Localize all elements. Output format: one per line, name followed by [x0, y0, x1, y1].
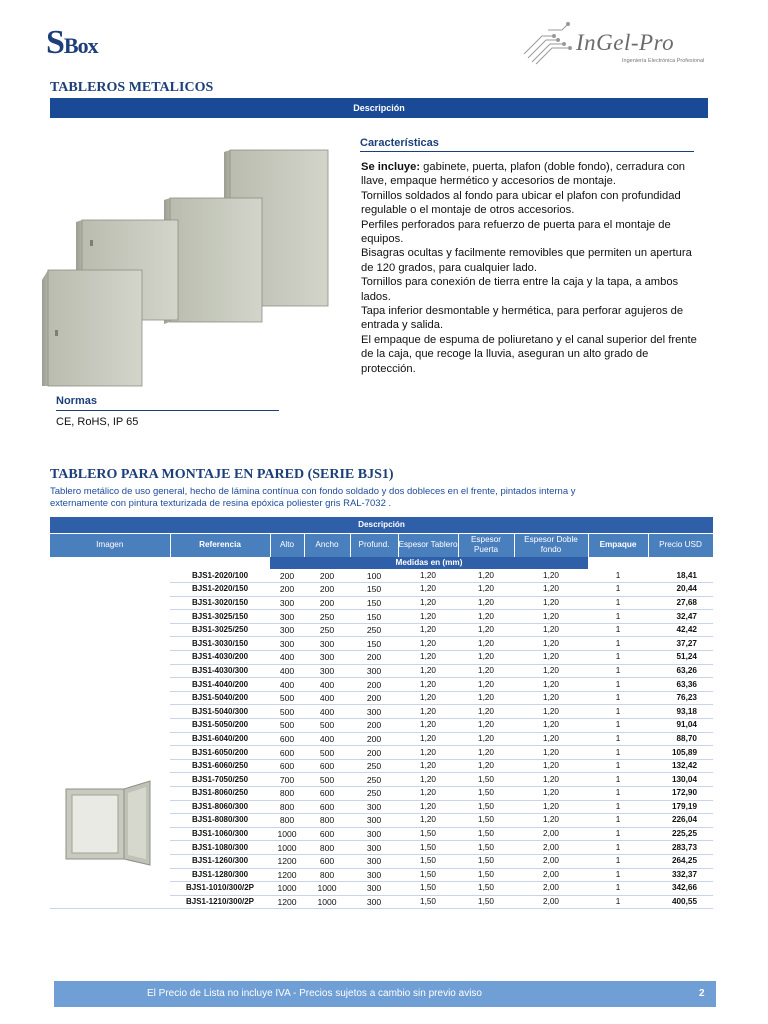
table-cell: 1,20	[398, 773, 458, 787]
table-row	[50, 569, 713, 583]
cell-precio: 332,37	[648, 868, 713, 882]
table-cell: 400	[304, 678, 350, 692]
table-cell: 2,00	[514, 854, 588, 868]
table-cell: 800	[304, 841, 350, 855]
table-cell: 1,50	[398, 827, 458, 841]
table-cell: 1,20	[514, 800, 588, 814]
cell-precio: 18,41	[648, 569, 713, 583]
cell-referencia: BJS1-8080/300	[170, 814, 270, 828]
footer-bar	[54, 981, 716, 1007]
cell-precio: 132,42	[648, 759, 713, 773]
table-cell: 1	[588, 882, 648, 896]
table-cell: 1,20	[398, 610, 458, 624]
table-cell: 800	[270, 814, 304, 828]
caracteristicas-underline	[360, 151, 694, 152]
table-cell: 1,20	[398, 651, 458, 665]
table-cell: 1	[588, 759, 648, 773]
table-cell: 1,20	[398, 800, 458, 814]
table-cell: 200	[270, 569, 304, 583]
table-cell: 1,20	[514, 719, 588, 733]
table-cell: 1,20	[398, 664, 458, 678]
table-cell: 1,20	[514, 569, 588, 583]
cell-referencia: BJS1-1280/300	[170, 868, 270, 882]
table-cell: 2,00	[514, 841, 588, 855]
product-image-cell	[50, 569, 170, 909]
table-cell: 300	[350, 895, 398, 909]
cell-referencia: BJS1-5050/200	[170, 719, 270, 733]
table-cell: 1	[588, 569, 648, 583]
table-cell: 200	[270, 583, 304, 597]
table-cell: 1,20	[514, 705, 588, 719]
table-cell: 150	[350, 637, 398, 651]
cell-precio: 20,44	[648, 583, 713, 597]
table-cell: 1,50	[458, 773, 514, 787]
table-cell: 1000	[304, 882, 350, 896]
table-cell: 1,20	[398, 814, 458, 828]
table-cell: 800	[304, 814, 350, 828]
table-cell: 1,20	[514, 637, 588, 651]
table-cell: 1	[588, 746, 648, 760]
table-cell: 1,50	[458, 895, 514, 909]
table-cell: 1000	[270, 827, 304, 841]
description-bar: Descripción	[50, 98, 708, 118]
table-cell: 300	[350, 841, 398, 855]
table-cell: 1,50	[398, 868, 458, 882]
cabinet-small	[42, 270, 142, 386]
cell-precio: 225,25	[648, 827, 713, 841]
page-number: 2	[699, 988, 705, 999]
table-cell: 2,00	[514, 827, 588, 841]
table-group-header: Descripción	[50, 517, 713, 533]
col-empaque: Empaque	[588, 533, 648, 557]
table-cell: 1000	[270, 841, 304, 855]
table-cell: 200	[350, 651, 398, 665]
cell-referencia: BJS1-2020/150	[170, 583, 270, 597]
cell-referencia: BJS1-1010/300/2P	[170, 882, 270, 896]
cell-referencia: BJS1-6060/250	[170, 759, 270, 773]
cell-referencia: BJS1-6050/200	[170, 746, 270, 760]
table-cell: 300	[270, 623, 304, 637]
col-profund: Profund.	[350, 533, 398, 557]
caracteristicas-line: Se incluye: gabinete, puerta, plafon (doble fondo), cerradura con llave, empaque hermético y accesorios de montaje.	[361, 161, 686, 188]
table-cell: 400	[304, 732, 350, 746]
table-cell: 1	[588, 814, 648, 828]
table-cell: 1	[588, 787, 648, 801]
sbox-logo: SBox	[46, 24, 98, 61]
cell-precio: 51,24	[648, 651, 713, 665]
cabinets-photo	[40, 148, 340, 388]
section1-title: TABLEROS METALICOS	[50, 80, 214, 95]
table-cell: 1,20	[458, 705, 514, 719]
section2-title: TABLERO PARA MONTAJE EN PARED (SERIE BJS1)	[50, 467, 394, 482]
table-cell: 1200	[270, 854, 304, 868]
table-cell: 1,20	[458, 610, 514, 624]
table-cell: 1,20	[514, 583, 588, 597]
table-cell: 1,20	[514, 732, 588, 746]
col-imagen: Imagen	[50, 533, 170, 557]
table-cell: 1000	[304, 895, 350, 909]
table-cell: 200	[350, 691, 398, 705]
cell-precio: 172,90	[648, 787, 713, 801]
table-cell: 1,50	[398, 841, 458, 855]
table-cell: 200	[304, 569, 350, 583]
table-cell: 1,50	[458, 854, 514, 868]
table-cell: 400	[270, 664, 304, 678]
caracteristicas-line: Tornillos para conexión de tierra entre la caja y la tapa, a ambos lados.	[361, 276, 679, 303]
table-cell: 300	[350, 854, 398, 868]
cell-referencia: BJS1-6040/200	[170, 732, 270, 746]
table-cell: 1,20	[514, 678, 588, 692]
table-cell: 1,50	[458, 882, 514, 896]
table-cell: 250	[304, 610, 350, 624]
table-cell: 200	[350, 746, 398, 760]
table-cell: 1	[588, 705, 648, 719]
table-cell: 1,20	[514, 759, 588, 773]
table-cell: 1,20	[398, 623, 458, 637]
cell-precio: 91,04	[648, 719, 713, 733]
table-cell: 1,20	[458, 583, 514, 597]
table-cell: 1,20	[398, 569, 458, 583]
circuit-icon	[518, 18, 578, 68]
section2-intro: Tablero metálico de uso general, hecho de lámina contínua con fondo soldado y dos dobleces en el frente, pintados interna y externamente con pintura texturizada de resina epóxica poliester gris RAL-7032 .	[50, 486, 576, 509]
table-cell: 600	[304, 800, 350, 814]
table-cell: 1,20	[458, 759, 514, 773]
table-cell: 1,20	[514, 596, 588, 610]
table-cell: 500	[304, 746, 350, 760]
table-cell: 250	[304, 623, 350, 637]
table-cell: 1000	[270, 882, 304, 896]
cell-precio: 264,25	[648, 854, 713, 868]
table-cell: 1	[588, 732, 648, 746]
table-cell: 800	[304, 868, 350, 882]
table-cell: 600	[270, 746, 304, 760]
cell-referencia: BJS1-3025/150	[170, 610, 270, 624]
cell-referencia: BJS1-4040/200	[170, 678, 270, 692]
table-cell: 1,20	[458, 623, 514, 637]
cell-referencia: BJS1-3030/150	[170, 637, 270, 651]
ingel-pro-logo	[518, 18, 708, 70]
table-cell: 600	[304, 787, 350, 801]
table-cell: 500	[304, 719, 350, 733]
table-cell: 300	[270, 596, 304, 610]
cell-referencia: BJS1-4030/200	[170, 651, 270, 665]
table-cell: 1,20	[398, 691, 458, 705]
price-table	[50, 517, 714, 909]
table-cell: 600	[270, 759, 304, 773]
table-cell: 1,20	[398, 759, 458, 773]
table-cell: 1,50	[458, 800, 514, 814]
cell-referencia: BJS1-7050/250	[170, 773, 270, 787]
table-cell: 400	[270, 651, 304, 665]
table-cell: 1	[588, 773, 648, 787]
table-cell: 300	[350, 882, 398, 896]
cell-referencia: BJS1-1260/300	[170, 854, 270, 868]
table-cell: 1,20	[458, 678, 514, 692]
col-espesor-puerta: Espesor Puerta	[458, 533, 514, 557]
col-espesor-doble-fondo: Espesor Doble fondo	[514, 533, 588, 557]
table-cell: 2,00	[514, 882, 588, 896]
table-cell: 1	[588, 596, 648, 610]
table-cell: 300	[350, 800, 398, 814]
table-cell: 1,20	[514, 787, 588, 801]
table-cell: 150	[350, 610, 398, 624]
cell-referencia: BJS1-2020/100	[170, 569, 270, 583]
table-cell: 1,20	[398, 732, 458, 746]
table-cell: 1,20	[458, 569, 514, 583]
table-cell: 1	[588, 800, 648, 814]
table-cell: 1,50	[458, 814, 514, 828]
cabinet-medium-tall	[164, 198, 262, 324]
cell-referencia: BJS1-1210/300/2P	[170, 895, 270, 909]
caracteristicas-title: Características	[360, 137, 439, 149]
table-cell: 1,20	[514, 746, 588, 760]
table-cell: 300	[304, 664, 350, 678]
table-cell: 1	[588, 623, 648, 637]
table-cell: 1	[588, 854, 648, 868]
table-cell: 600	[304, 759, 350, 773]
table-cell: 1,20	[458, 732, 514, 746]
table-cell: 300	[350, 705, 398, 719]
table-cell: 1,50	[458, 868, 514, 882]
table-cell: 250	[350, 623, 398, 637]
table-cell: 1,20	[398, 596, 458, 610]
table-cell: 500	[270, 705, 304, 719]
cell-precio: 88,70	[648, 732, 713, 746]
table-cell: 1200	[270, 895, 304, 909]
cell-precio: 37,27	[648, 637, 713, 651]
table-cell: 200	[304, 583, 350, 597]
table-cell: 250	[350, 759, 398, 773]
cell-precio: 76,23	[648, 691, 713, 705]
cell-precio: 179,19	[648, 800, 713, 814]
table-cell: 1	[588, 827, 648, 841]
table-cell: 800	[270, 800, 304, 814]
table-cell: 2,00	[514, 895, 588, 909]
table-cell: 150	[350, 583, 398, 597]
table-cell: 300	[350, 814, 398, 828]
cell-referencia: BJS1-8060/250	[170, 787, 270, 801]
ingel-pro-tagline: Ingeniería Electrónica Profesional	[622, 58, 705, 64]
cell-precio: 93,18	[648, 705, 713, 719]
table-cell: 1	[588, 895, 648, 909]
cell-precio: 130,04	[648, 773, 713, 787]
cell-precio: 42,42	[648, 623, 713, 637]
table-cell: 400	[304, 705, 350, 719]
table-cell: 1	[588, 664, 648, 678]
table-cell: 1,20	[458, 719, 514, 733]
table-cell: 1,20	[458, 651, 514, 665]
table-cell: 1	[588, 678, 648, 692]
table-cell: 100	[350, 569, 398, 583]
table-cell: 1,20	[514, 664, 588, 678]
cell-precio: 32,47	[648, 610, 713, 624]
cell-precio: 63,36	[648, 678, 713, 692]
cell-referencia: BJS1-5040/200	[170, 691, 270, 705]
cell-precio: 400,55	[648, 895, 713, 909]
table-cell: 2,00	[514, 868, 588, 882]
table-cell: 1	[588, 637, 648, 651]
table-cell: 300	[270, 637, 304, 651]
col-alto: Alto	[270, 533, 304, 557]
caracteristicas-line: Tapa inferior desmontable y hermética, para perforar agujeros de entrada y salida.	[361, 305, 684, 332]
cell-precio: 342,66	[648, 882, 713, 896]
table-cell: 1,20	[398, 705, 458, 719]
table-cell: 250	[350, 787, 398, 801]
table-cell: 1,20	[514, 773, 588, 787]
table-cell: 500	[270, 719, 304, 733]
table-cell: 200	[350, 678, 398, 692]
table-cell: 1,20	[458, 691, 514, 705]
open-cabinet-photo	[60, 777, 160, 867]
cell-precio: 27,68	[648, 596, 713, 610]
table-cell: 600	[270, 732, 304, 746]
table-cell: 1,20	[458, 596, 514, 610]
table-cell: 1,20	[398, 637, 458, 651]
table-cell: 150	[350, 596, 398, 610]
table-cell: 1,20	[458, 664, 514, 678]
caracteristicas-text	[361, 160, 706, 376]
table-cell: 1	[588, 719, 648, 733]
table-cell: 300	[350, 868, 398, 882]
table-cell: 300	[350, 664, 398, 678]
cell-precio: 283,73	[648, 841, 713, 855]
table-cell: 1,20	[514, 814, 588, 828]
table-cell: 300	[350, 827, 398, 841]
table-cell: 1,20	[458, 746, 514, 760]
table-cell: 600	[304, 827, 350, 841]
table-cell: 1,50	[458, 827, 514, 841]
table-cell: 1	[588, 868, 648, 882]
caracteristicas-line: Perfiles perforados para refuerzo de puerta para el montaje de equipos.	[361, 218, 671, 246]
table-cell: 300	[304, 651, 350, 665]
table-cell: 300	[304, 637, 350, 651]
cell-precio: 63,26	[648, 664, 713, 678]
table-cell: 400	[304, 691, 350, 705]
cell-referencia: BJS1-3020/150	[170, 596, 270, 610]
table-cell: 500	[304, 773, 350, 787]
table-cell: 250	[350, 773, 398, 787]
table-cell: 200	[304, 596, 350, 610]
caracteristicas-line: Bisagras ocultas y facilmente removibles que permiten un apertura de 120 grados, para cualquier lado.	[361, 247, 692, 274]
table-cell: 1,50	[458, 787, 514, 801]
table-cell: 1	[588, 651, 648, 665]
table-cell: 1	[588, 841, 648, 855]
table-cell: 200	[350, 719, 398, 733]
normas-title: Normas	[56, 395, 97, 407]
cell-referencia: BJS1-1060/300	[170, 827, 270, 841]
table-cell: 700	[270, 773, 304, 787]
table-cell: 1,20	[514, 691, 588, 705]
caracteristicas-line: El empaque de espuma de poliuretano y el canal superior del frente de la caja, que recoge la lluvia, aseguran un alto grado de protección.	[361, 333, 697, 375]
table-cell: 1,20	[398, 787, 458, 801]
ingel-pro-name: InGel-Pro	[576, 30, 675, 55]
table-cell: 1	[588, 691, 648, 705]
table-cell: 1,20	[398, 746, 458, 760]
table-cell: 1,20	[398, 678, 458, 692]
cell-precio: 105,89	[648, 746, 713, 760]
table-cell: 200	[350, 732, 398, 746]
col-precio: Precio USD	[648, 533, 713, 557]
cell-precio: 226,04	[648, 814, 713, 828]
caracteristicas-line: Tornillos soldados al fondo para ubicar el plafon con profundidad regulable o el montaje de otros accesorios.	[361, 189, 681, 217]
cell-referencia: BJS1-5040/300	[170, 705, 270, 719]
table-cell: 1200	[270, 868, 304, 882]
col-espesor-tablero: Espesor Tablero	[398, 533, 458, 557]
table-cell: 600	[304, 854, 350, 868]
normas-text: CE, RoHS, IP 65	[56, 416, 139, 428]
col-ancho: Ancho	[304, 533, 350, 557]
table-cell: 400	[270, 678, 304, 692]
table-cell: 800	[270, 787, 304, 801]
table-cell: 1,50	[458, 841, 514, 855]
table-cell: 1	[588, 610, 648, 624]
table-cell: 1,50	[398, 854, 458, 868]
table-cell: 1,20	[398, 719, 458, 733]
table-subheader: Medidas en (mm)	[270, 557, 588, 569]
cell-referencia: BJS1-1080/300	[170, 841, 270, 855]
cell-referencia: BJS1-4030/300	[170, 664, 270, 678]
normas-underline	[56, 410, 279, 411]
col-referencia: Referencia	[170, 533, 270, 557]
cell-referencia: BJS1-3025/250	[170, 623, 270, 637]
table-cell: 1,20	[458, 637, 514, 651]
cell-referencia: BJS1-8060/300	[170, 800, 270, 814]
table-cell: 1,50	[398, 895, 458, 909]
footer-text: El Precio de Lista no incluye IVA - Precios sujetos a cambio sin previo aviso	[147, 988, 482, 999]
table-cell: 1,50	[398, 882, 458, 896]
table-cell: 500	[270, 691, 304, 705]
table-cell: 1,20	[398, 583, 458, 597]
table-cell: 300	[270, 610, 304, 624]
table-cell: 1,20	[514, 623, 588, 637]
table-cell: 1,20	[514, 651, 588, 665]
table-cell: 1	[588, 583, 648, 597]
table-cell: 1,20	[514, 610, 588, 624]
